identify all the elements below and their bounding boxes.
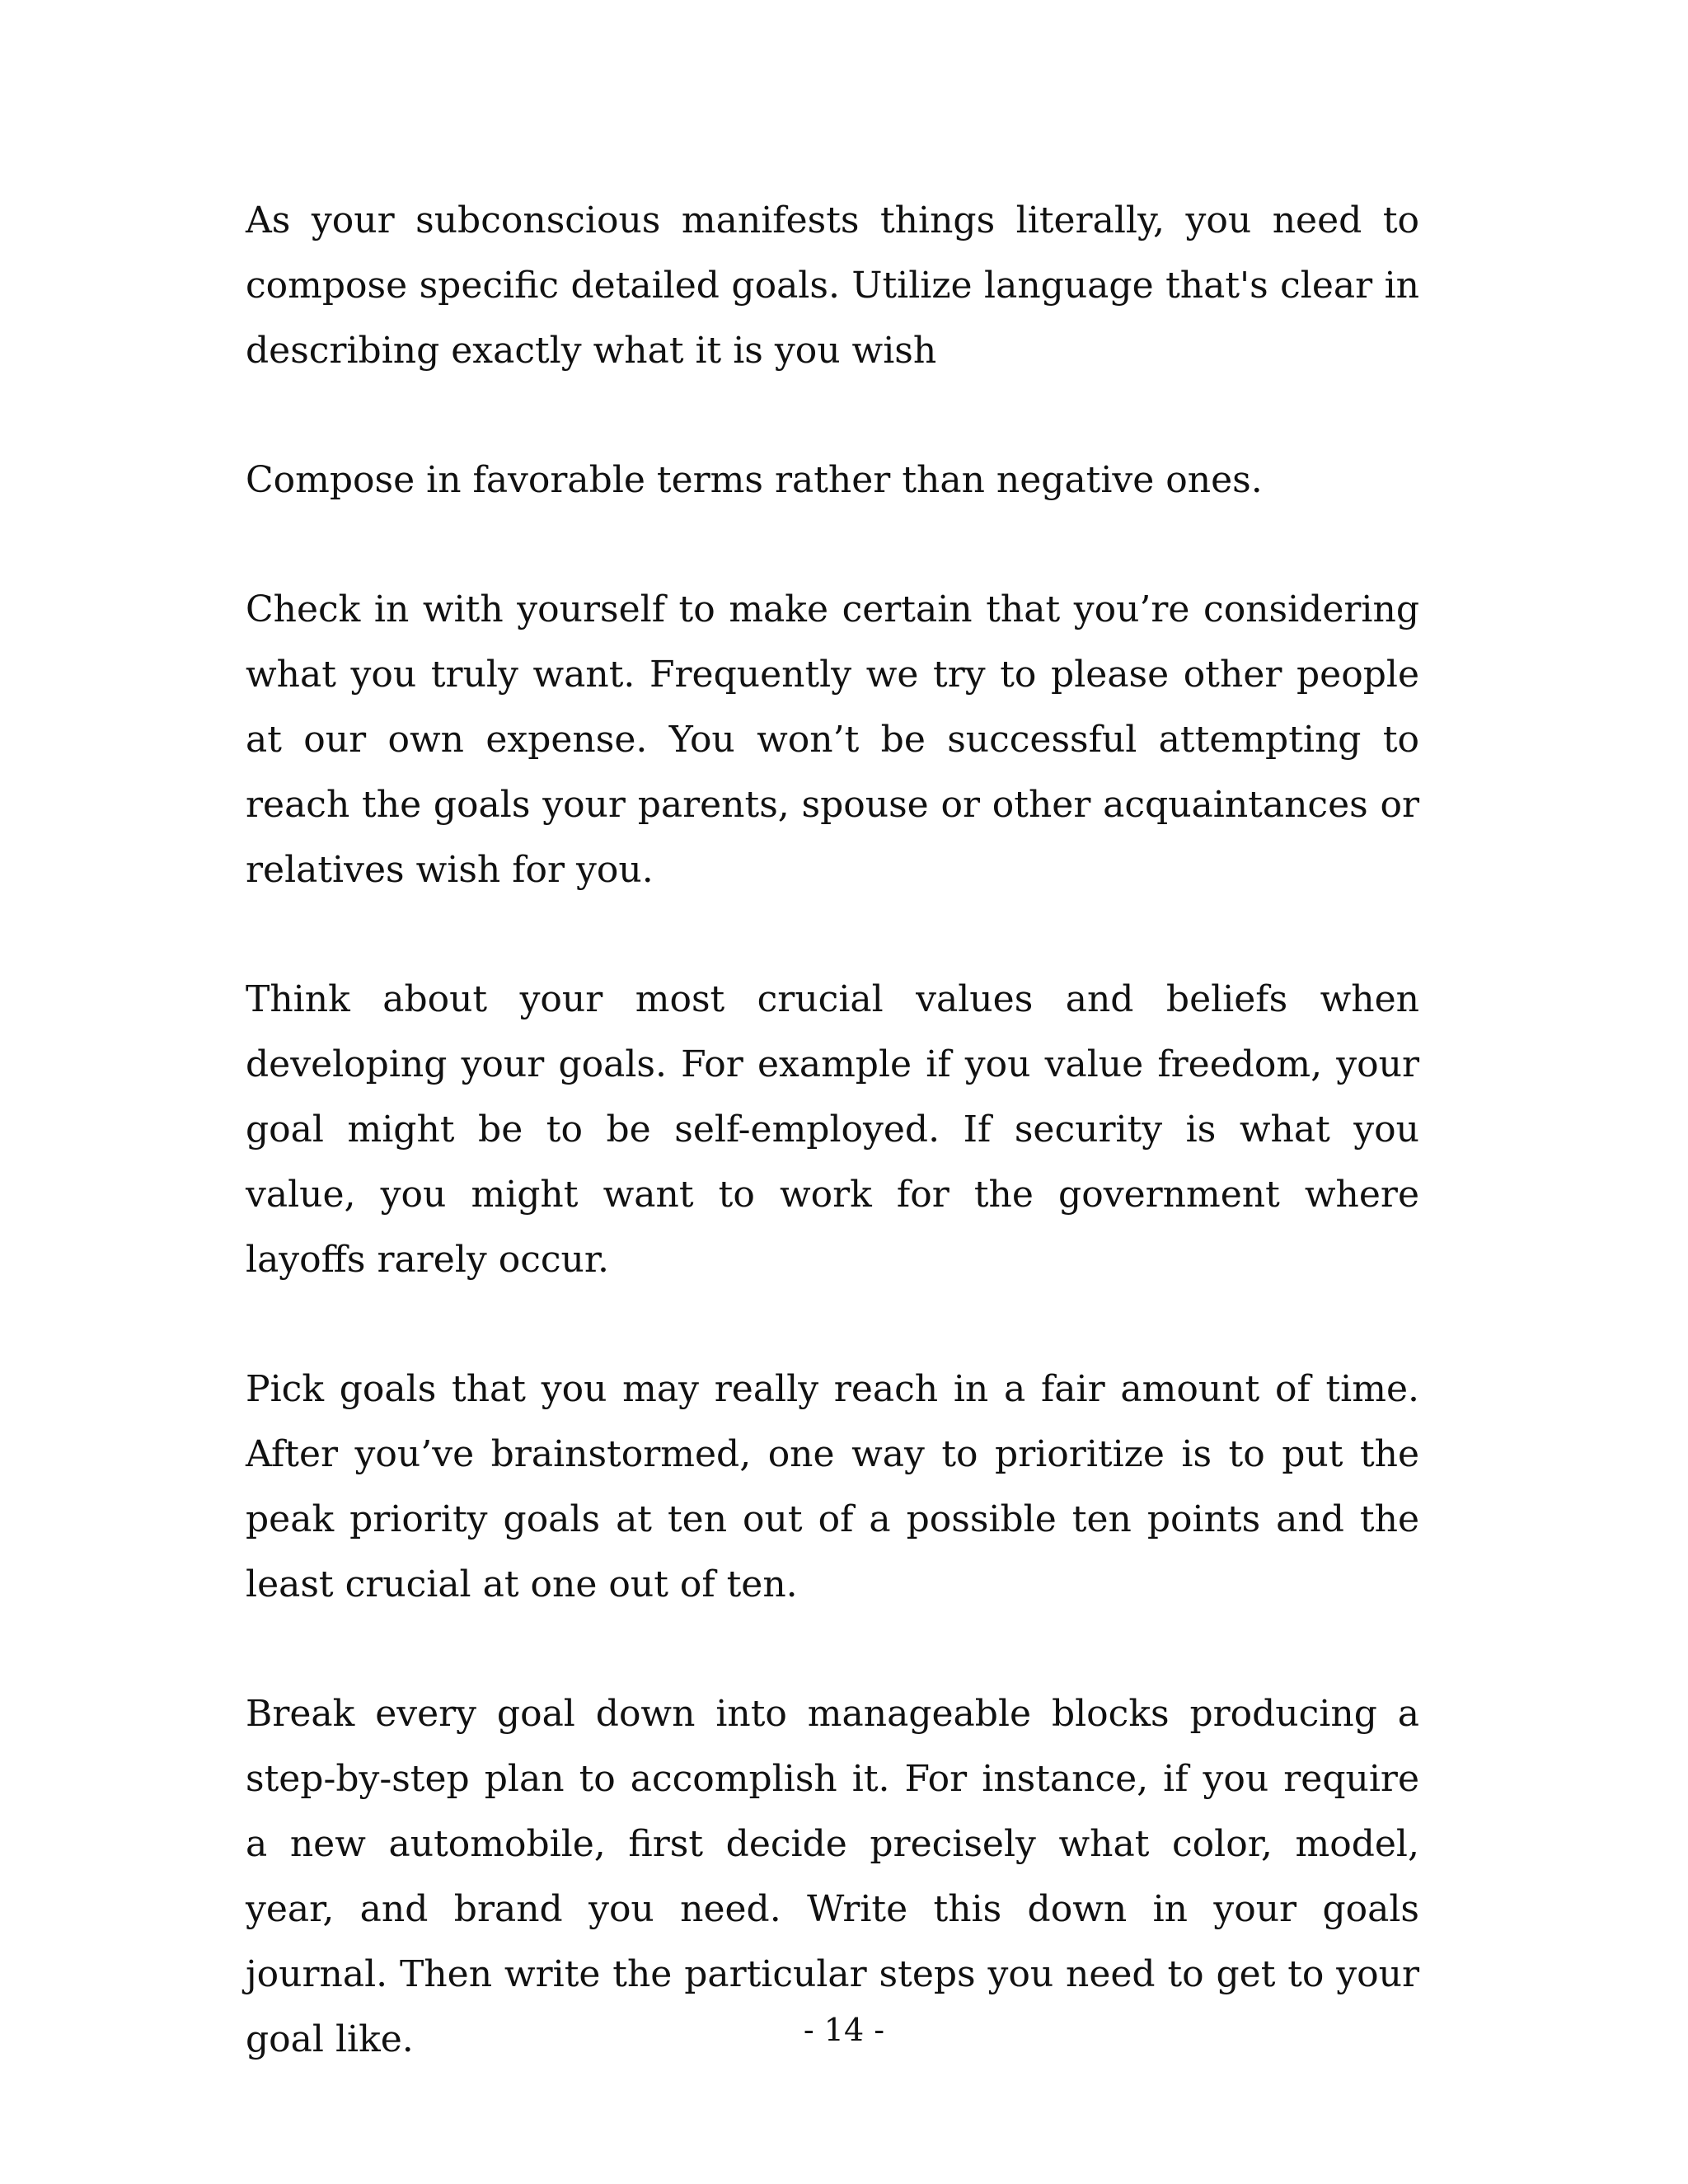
paragraph-4: Think about your most crucial values and beliefs when developing your goals. For example if you value freedom, your goal might be to be self-employed. If security is what you value, you might want to work for the government where layoffs rarely occur. bbox=[246, 978, 1419, 1281]
paragraph-5: Pick goals that you may really reach in a fair amount of time. After you’ve brainstormed, one way to prioritize is to put the peak priority goals at ten out of a possible ten points and the least crucial at one out of ten. bbox=[246, 1368, 1419, 1605]
page-number: - 14 - bbox=[803, 2012, 885, 2048]
page-body bbox=[246, 188, 1419, 2136]
paragraph-3: Check in with yourself to make certain that you’re considering what you truly want. Frequently we try to please other people at our own expense. You won’t be successful attempting to reach the goals your parents, spouse or other acquaintances or relatives wish for you. bbox=[246, 588, 1419, 891]
paragraph-1: As your subconscious manifests things literally, you need to compose specific detailed goals. Utilize language that's clear in describing exactly what it is you wish bbox=[246, 199, 1419, 372]
paragraph-2: Compose in favorable terms rather than negative ones. bbox=[246, 459, 1263, 501]
paragraph-6: Break every goal down into manageable blocks producing a step-by-step plan to accomplish it. For instance, if you require a new automobile, first decide precisely what color, model, year, and brand you need. Write this down in your goals journal. Then write the particular steps you need to get to your goal like. bbox=[246, 1693, 1419, 2060]
